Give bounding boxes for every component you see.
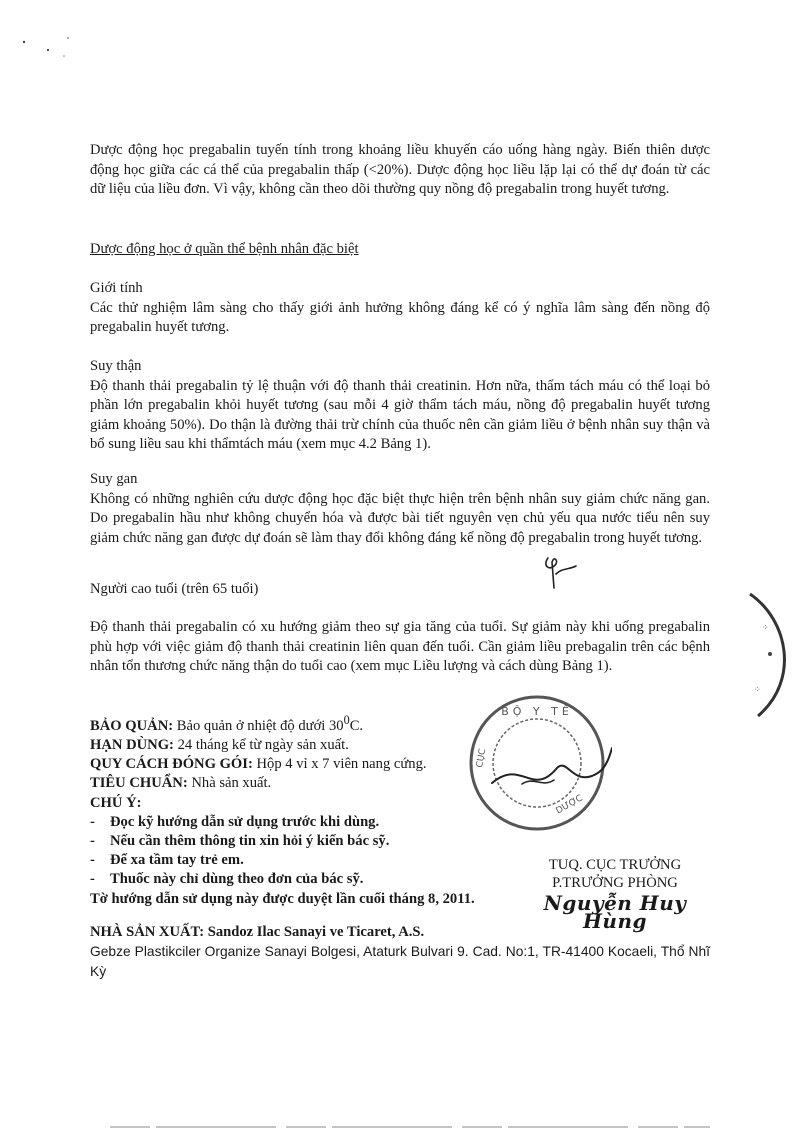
gender-title: Giới tính <box>90 280 143 296</box>
margin-stamp <box>748 590 799 720</box>
shelf-label: HẠN DÙNG: <box>90 737 174 754</box>
storage-degree: 0 <box>343 713 350 727</box>
special-populations-heading-block <box>90 240 710 260</box>
storage-value-pre: Bảo quản ở nhiệt độ dưới 30 <box>176 717 344 734</box>
hepatic-text: Không có những nghiên cứu dược động học đặc biệt thực hiện trên bệnh nhân suy giảm chức năng gan. Do pregabalin hầu như không chuyển hóa và được bài tiết nguyên vẹn chủ yếu qua nước tiểu nên suy giảm chức năng gan được dự đoán sẽ làm thay đổi không đáng kể nồng độ pregabalin trong huyết tương. <box>90 490 710 546</box>
note-item: - Thuốc này chỉ dùng theo đơn của bác sỹ. <box>90 870 490 889</box>
bottom-scan-line <box>110 1126 710 1128</box>
packaging-row <box>90 755 490 774</box>
approval-text: Tờ hướng dẫn sử dụng này được duyệt lần cuối tháng 8, 2011. <box>90 890 475 907</box>
signature-line-2: P.TRƯỞNG PHÒNG <box>552 875 678 891</box>
standard-row <box>90 774 490 793</box>
pack-value: Hộp 4 vỉ x 7 viên nang cứng. <box>256 756 427 773</box>
stamp-text-top: BỘ Y TẾ <box>501 705 573 718</box>
note-label: CHÚ Ý: <box>90 794 142 811</box>
shelf-value: 24 tháng kể từ ngày sản xuất. <box>177 737 349 754</box>
notes-label-row <box>90 794 490 813</box>
renal-text: Độ thanh thải pregabalin tỷ lệ thuận với độ thanh thải creatinin. Hơn nữa, thẩm tách máu có thể loại bỏ phần lớn pregabalin khỏi huyết tương (sau mỗi 4 giờ thẩm tách máu, nồng độ pregabalin huyết tương giảm khoảng 50%). Do thận là đường thải trừ chính của thuốc nên cần giảm liều ở bệnh nhân suy thận và bổ sung liều sau khi thẩmtách máu (xem mục 4.2 Bảng 1). <box>90 377 710 453</box>
note-item: - Nếu cần thêm thông tin xin hỏi ý kiến bác sỹ. <box>90 832 490 851</box>
initials-signature <box>540 548 580 593</box>
signature-block <box>515 856 715 933</box>
signer-name: Nguyễn Huy Hùng <box>543 891 687 933</box>
note-item: - Để xa tầm tay trẻ em. <box>90 851 490 870</box>
manufacturer-address: Gebze Plastikciler Organize Sanayi Bolgesi, Ataturk Bulvari 9. Cad. No:1, TR-41400 Kocaeli, Thổ Nhĩ Kỳ <box>90 944 710 979</box>
intro-text: Dược động học pregabalin tuyến tính trong khoảng liều khuyến cáo uống hàng ngày. Biến thiên dược động học giữa các cá thể của pregabalin thấp (<20%). Dược động học liều lặp lại có thể dự đoán từ các dữ liệu của liều đơn. Vì vậy, không cần theo dõi thường quy nồng độ pregabalin trong huyết tương. <box>90 142 710 198</box>
note-item: - Đọc kỹ hướng dẫn sử dụng trước khi dùng. <box>90 813 490 832</box>
elderly-title: Người cao tuổi (trên 65 tuổi) <box>90 581 259 597</box>
standard-label: TIÊU CHUẨN: <box>90 775 188 792</box>
standard-value: Nhà sản xuất. <box>191 775 272 792</box>
shelf-life-row <box>90 736 490 755</box>
scan-specks <box>18 30 78 70</box>
gender-text: Các thử nghiệm lâm sàng cho thấy giới ảnh hưởng không đáng kể có ý nghĩa lâm sàng đến nồng độ pregabalin huyết tương. <box>90 299 710 336</box>
notes-list <box>90 813 490 890</box>
renal-section <box>90 357 710 455</box>
storage-block <box>90 711 490 909</box>
signature-line-1: TUQ. CỤC TRƯỞNG <box>548 857 682 873</box>
storage-row <box>90 711 490 736</box>
manufacturer-block <box>90 922 710 982</box>
elderly-text: Độ thanh thải pregabalin có xu hướng giảm theo sự gia tăng của tuổi. Sự giảm này khi uống pregabalin phù hợp với việc giảm độ thanh thải creatinin liên quan đến tuổi. Cần giảm liều prebagalin trên các bệnh nhân tổn thương chức năng thận do tuổi cao (xem mục Liều lượng và cách dùng Bảng 1). <box>90 619 710 675</box>
storage-label: BẢO QUẢN: <box>90 717 174 734</box>
elderly-section <box>90 618 710 677</box>
stamp-text-right: DƯỢC <box>554 793 585 817</box>
pack-label: QUY CÁCH ĐÓNG GÓI: <box>90 756 253 773</box>
manufacturer-name: NHÀ SẢN XUẤT: Sandoz Ilac Sanayi ve Ticaret, A.S. <box>90 924 425 940</box>
renal-title: Suy thận <box>90 358 142 374</box>
special-populations-heading: Dược động học ở quần thể bệnh nhân đặc biệt <box>90 241 359 257</box>
storage-value-post: C. <box>349 717 364 734</box>
hepatic-section <box>90 470 710 548</box>
margin-stamp-mark-2: ⁘ <box>754 685 761 694</box>
hepatic-title: Suy gan <box>90 471 138 487</box>
stamp-text-left: CỤC <box>475 747 489 769</box>
margin-stamp-mark-1: ⁘ <box>762 623 769 632</box>
intro-paragraph <box>90 141 710 200</box>
elderly-title-block <box>90 580 710 600</box>
gender-section <box>90 279 710 338</box>
